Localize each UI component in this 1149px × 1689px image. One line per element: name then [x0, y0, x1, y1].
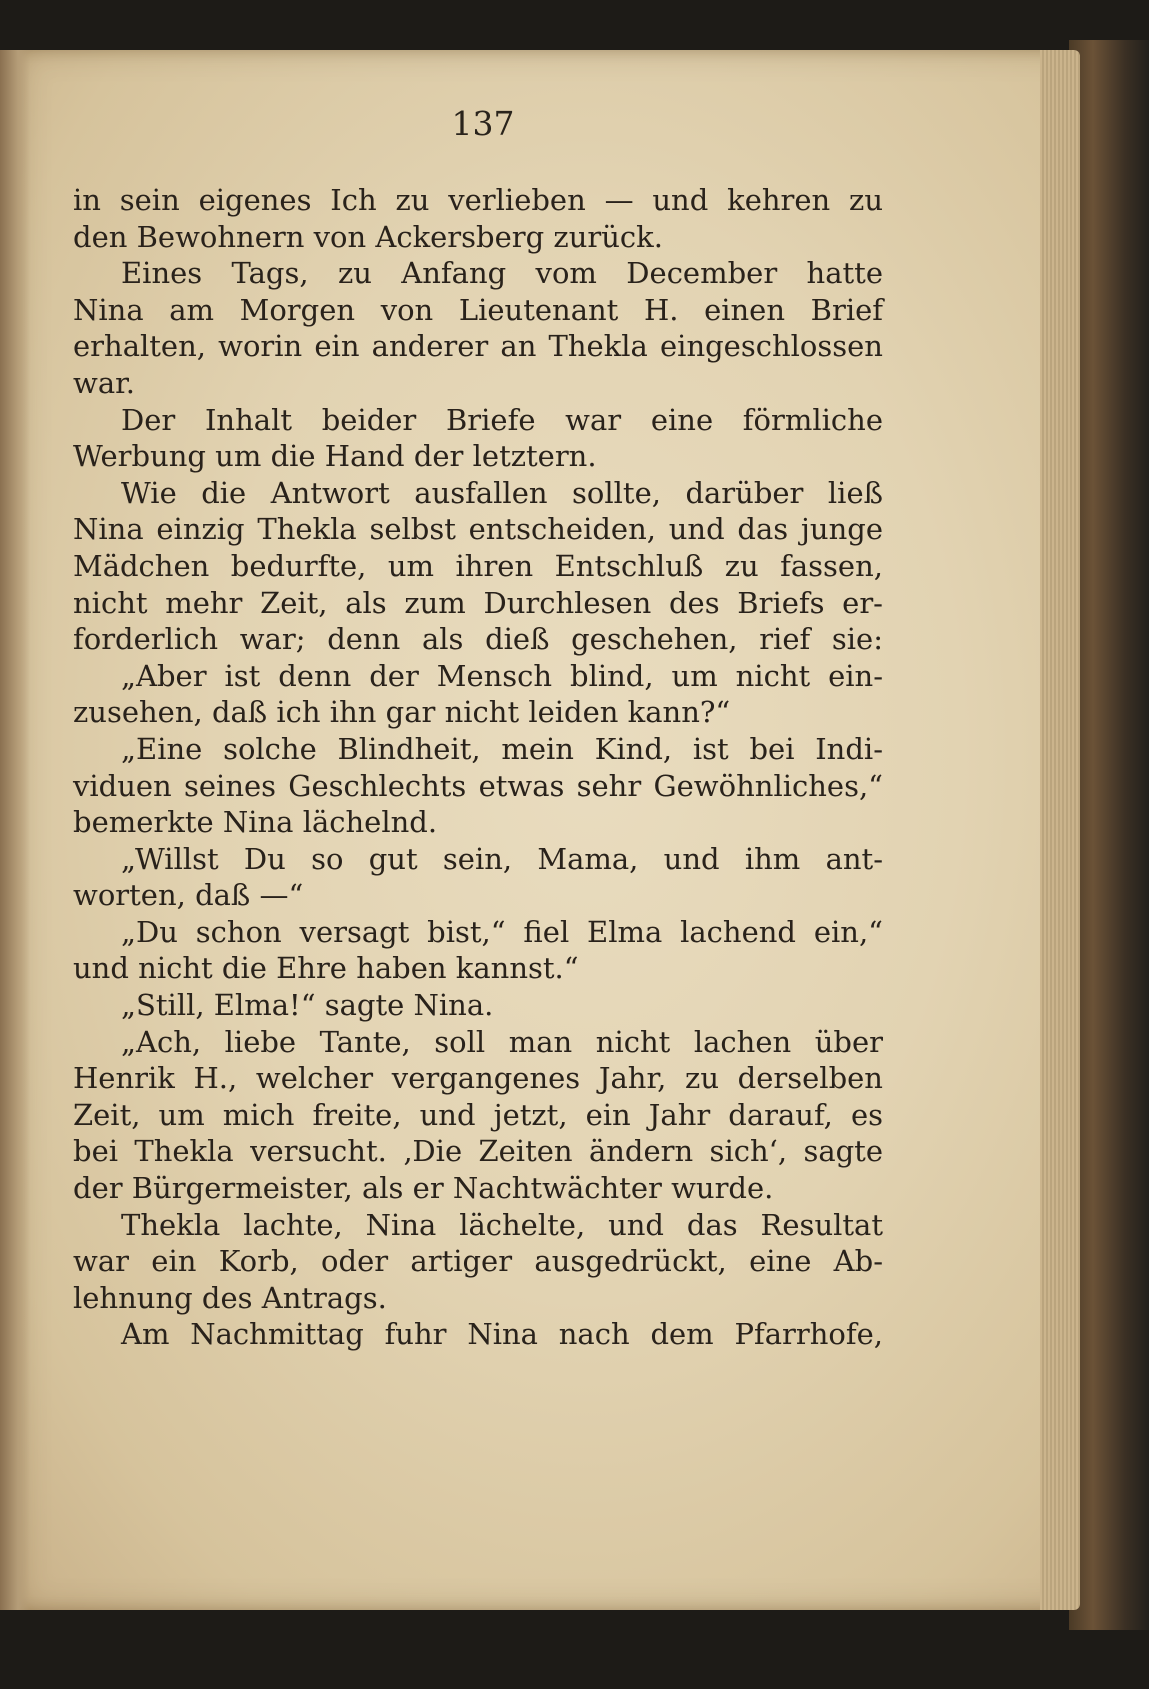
text-line: „Still, Elma!“ sagte Nina. [121, 988, 494, 1023]
text-line: „Aber ist denn der Mensch blind, um nicht ein- [121, 658, 883, 693]
text-line: „Du schon versagt bist,“ fiel Elma lachend ein,“ [121, 914, 883, 949]
text-line: der Bürgermeister, als er Nachtwächter wurde. [73, 1171, 774, 1206]
text-line: bemerkte Nina lächelnd. [73, 805, 438, 840]
text-line: nicht mehr Zeit, als zum Durchlesen des Briefs er- [73, 585, 883, 620]
text-line: bei Thekla versucht. ‚Die Zeiten ändern sich‘, sagte [73, 1134, 883, 1169]
text-line: Nina am Morgen von Lieutenant H. einen Brief [73, 292, 883, 327]
text-line: Zeit, um mich freite, und jetzt, ein Jahr darauf, es [73, 1097, 883, 1132]
text-line: lehnung des Antrags. [73, 1280, 387, 1315]
text-line: den Bewohnern von Ackersberg zurück. [73, 219, 663, 254]
text-line: erhalten, worin ein anderer an Thekla eingeschlossen [73, 329, 883, 364]
text-line: Wie die Antwort ausfallen sollte, darüber ließ [121, 475, 883, 510]
text-line: forderlich war; denn als dieß geschehen, rief sie: [73, 622, 883, 657]
text-line: Eines Tags, zu Anfang vom December hatte [121, 256, 883, 291]
text-line: zusehen, daß ich ihn gar nicht leiden kann?“ [73, 695, 731, 730]
text-line: „Willst Du so gut sein, Mama, und ihm ant- [121, 841, 883, 876]
text-line: Der Inhalt beider Briefe war eine förmliche [121, 402, 883, 437]
text-line: Nina einzig Thekla selbst entscheiden, und das junge [73, 512, 883, 547]
text-line: Am Nachmittag fuhr Nina nach dem Pfarrhofe, [121, 1317, 883, 1352]
text-line: Mädchen bedurfte, um ihren Entschluß zu fassen, [73, 548, 883, 583]
text-line: „Eine solche Blindheit, mein Kind, ist bei Indi- [121, 731, 883, 766]
text-line: und nicht die Ehre haben kannst.“ [73, 951, 579, 986]
text-line: Werbung um die Hand der letztern. [73, 439, 597, 474]
text-line: in sein eigenes Ich zu verlieben — und kehren zu [73, 183, 883, 217]
book-cover-edge [1069, 40, 1149, 1630]
page-gutter [0, 50, 30, 1610]
text-line: Henrik H., welcher vergangenes Jahr, zu derselben [73, 1061, 883, 1096]
text-line: war ein Korb, oder artiger ausgedrückt, eine Ab- [73, 1244, 883, 1279]
body-text [73, 182, 883, 1353]
text-line: „Ach, liebe Tante, soll man nicht lachen über [121, 1024, 883, 1059]
text-line: war. [73, 365, 136, 400]
text-line: Thekla lachte, Nina lächelte, und das Resultat [121, 1207, 883, 1242]
text-line: worten, daß —“ [73, 878, 304, 913]
text-line: viduen seines Geschlechts etwas sehr Gewöhnliches,“ [73, 768, 883, 803]
page-number: 137 [451, 104, 515, 143]
page-edges [1040, 50, 1080, 1610]
